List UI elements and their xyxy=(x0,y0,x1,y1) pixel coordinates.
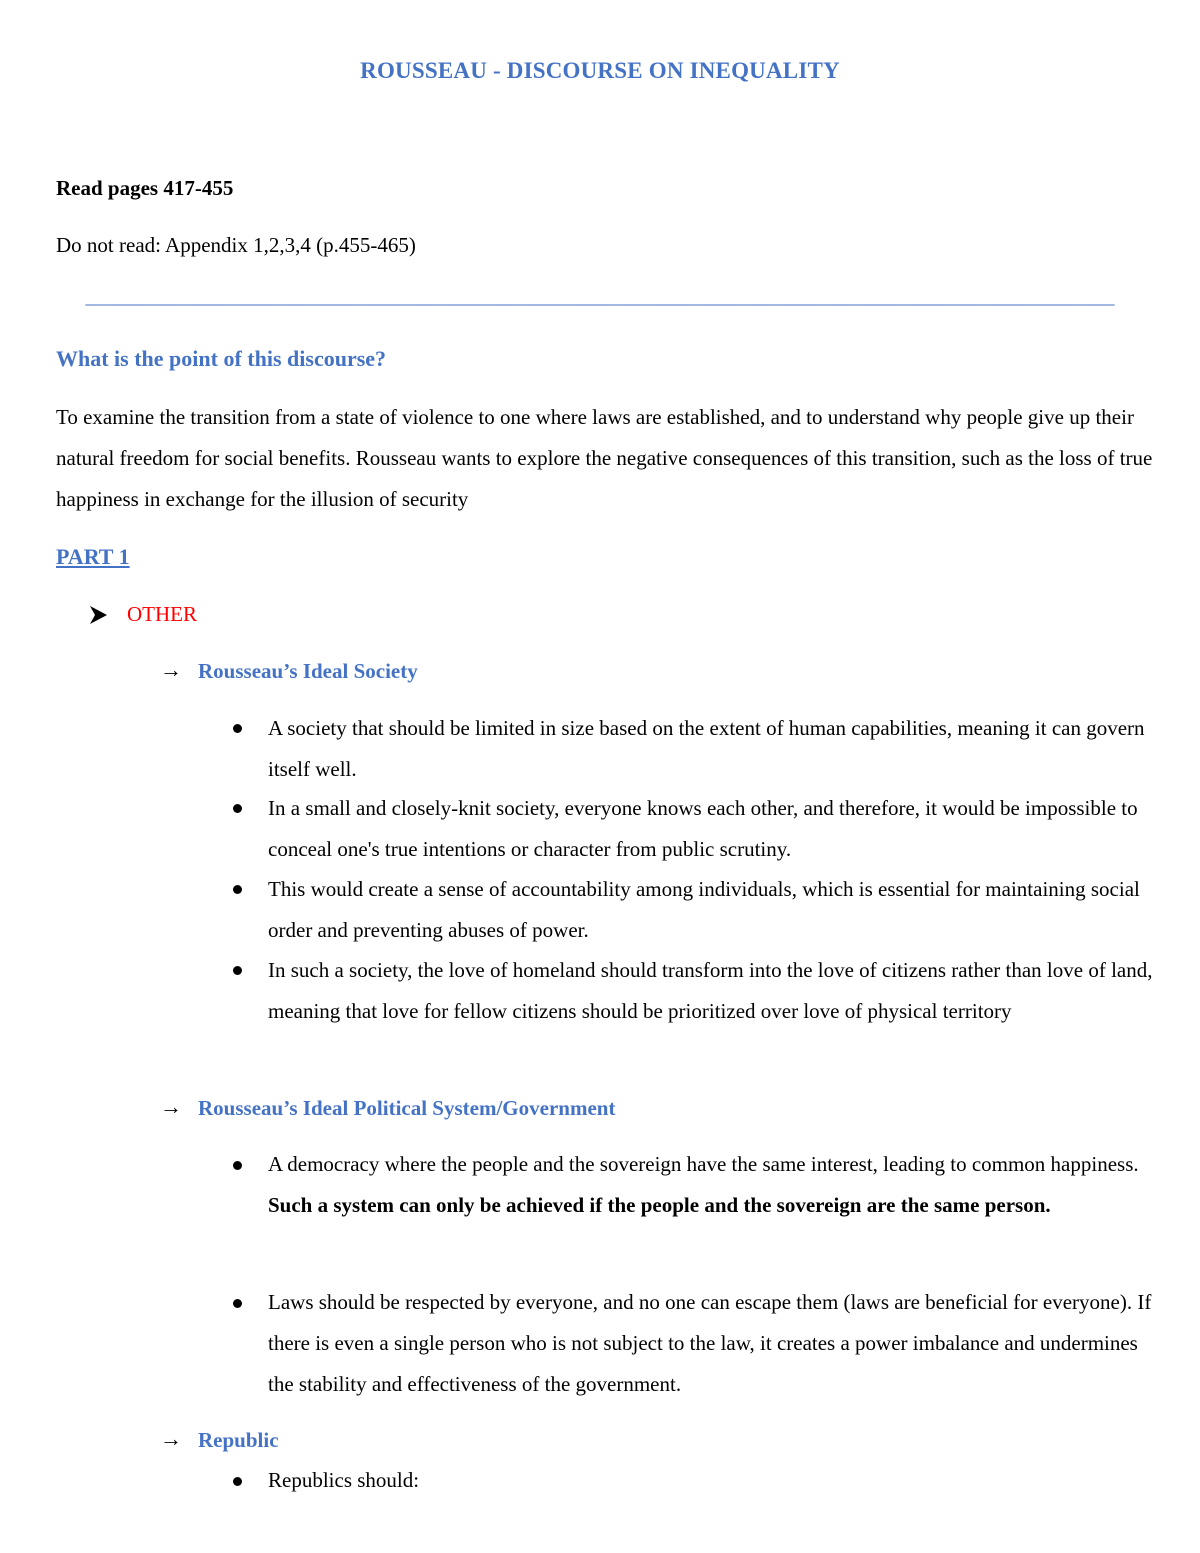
right-arrow-icon: → xyxy=(160,1094,182,1119)
right-arrow-icon: → xyxy=(160,657,182,682)
bullet-dot-icon xyxy=(233,724,242,733)
bullet-dot-icon xyxy=(233,1161,242,1170)
list-item: Laws should be respected by everyone, and no one can escape them (laws are beneficial for everyone). If there is even a single person who is not subject to the law, it creates a power imbalance and undermines the stability and effectiveness of the government. xyxy=(268,1290,1152,1396)
bullet-dot-icon xyxy=(233,966,242,975)
arrowhead-right-icon xyxy=(88,605,108,625)
bullet-dot-icon xyxy=(233,1477,242,1486)
list-item-text: A democracy where the people and the sovereign have the same interest, leading to common happiness. xyxy=(268,1152,1139,1176)
bullet-dot-icon xyxy=(233,804,242,813)
document-title: ROUSSEAU - DISCOURSE ON INEQUALITY xyxy=(360,58,840,83)
section-heading-republic: Republic xyxy=(198,1428,279,1452)
list-item: In a small and closely-knit society, everyone knows each other, and therefore, it would be impossible to conceal one's true intentions or character from public scrutiny. xyxy=(268,796,1138,861)
bullet-dot-icon xyxy=(233,885,242,894)
list-item-emphasis: Such a system can only be achieved if the people and the sovereign are the same person. xyxy=(268,1193,1051,1217)
part-1-heading: PART 1 xyxy=(56,544,130,569)
category-other: OTHER xyxy=(127,602,197,626)
section-heading-ideal-society: Rousseau’s Ideal Society xyxy=(198,659,418,683)
read-pages-line: Read pages 417-455 xyxy=(56,176,234,200)
right-arrow-icon: → xyxy=(160,1426,182,1451)
section-divider: ————————————————————————————————————————————————— xyxy=(85,291,1115,315)
list-item: This would create a sense of accountability among individuals, which is essential for maintaining social order and preventing abuses of power. xyxy=(268,877,1140,942)
list-item xyxy=(268,1144,1158,1226)
bullet-dot-icon xyxy=(233,1299,242,1308)
do-not-read-line: Do not read: Appendix 1,2,3,4 (p.455-465) xyxy=(56,233,416,257)
list-item: A society that should be limited in size based on the extent of human capabilities, meaning it can govern itself well. xyxy=(268,716,1145,781)
question-answer: To examine the transition from a state of violence to one where laws are established, and to understand why people give up their natural freedom for social benefits. Rousseau wants to explore the negative consequences of this transition, such as the loss of true happiness in exchange for the illusion of security xyxy=(56,405,1153,511)
list-item: Republics should: xyxy=(268,1468,420,1492)
section-heading-ideal-government: Rousseau’s Ideal Political System/Government xyxy=(198,1096,616,1120)
list-item: In such a society, the love of homeland should transform into the love of citizens rather than love of land, meaning that love for fellow citizens should be prioritized over love of physical territory xyxy=(268,958,1153,1023)
question-heading: What is the point of this discourse? xyxy=(56,346,387,371)
